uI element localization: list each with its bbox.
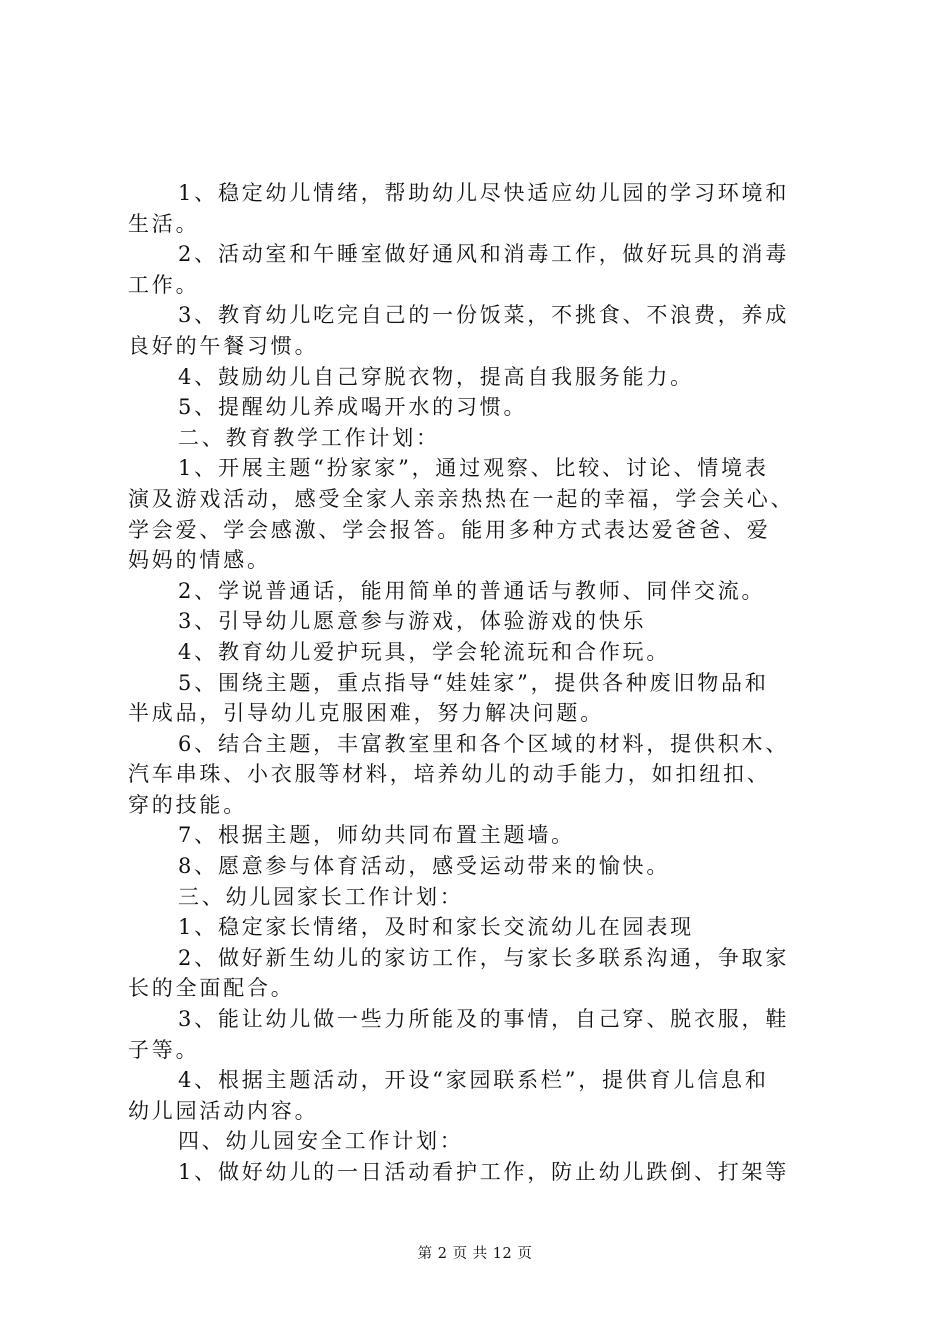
text-line: 良好的午餐习惯。 (128, 333, 319, 358)
text-line: 5、提醒幼儿养成喝开水的习惯。 (178, 395, 528, 420)
text-line: 2、做好新生幼儿的家访工作，与家长多联系沟通，争取家 (178, 945, 790, 970)
text-line: 幼儿园活动内容。 (128, 1098, 319, 1123)
text-line: 生活。 (128, 211, 200, 236)
text-line: 5、围绕主题，重点指导“娃娃家”，提供各种废旧物品和 (178, 670, 769, 695)
text-line: 3、能让幼儿做一些力所能及的事情，自己穿、脱衣服，鞋 (178, 1007, 790, 1032)
text-line: 妈妈的情感。 (128, 548, 271, 573)
section-heading: 二、教育教学工作计划： (178, 425, 440, 450)
text-line: 长的全面配合。 (128, 976, 295, 1001)
text-line: 3、引导幼儿愿意参与游戏，体验游戏的快乐 (178, 609, 647, 634)
section-heading: 三、幼儿园家长工作计划： (178, 884, 464, 909)
text-line: 4、根据主题活动，开设“家园联系栏”，提供育儿信息和 (178, 1068, 769, 1093)
text-line: 半成品，引导幼儿克服困难，努力解决问题。 (128, 701, 604, 726)
text-line: 穿的技能。 (128, 792, 247, 817)
text-line: 8、愿意参与体育活动，感受运动带来的愉快。 (178, 854, 671, 879)
page-number-footer: 第 2 页 共 12 页 (417, 1246, 533, 1262)
text-line: 2、活动室和午睡室做好通风和消毒工作，做好玩具的消毒 (178, 242, 790, 267)
text-line: 工作。 (128, 272, 200, 297)
text-line: 4、教育幼儿爱护玩具，学会轮流玩和合作玩。 (178, 639, 671, 664)
section-heading: 四、幼儿园安全工作计划： (178, 1129, 464, 1154)
text-line: 演及游戏活动，感受全家人亲亲热热在一起的幸福，学会关心、 (128, 486, 795, 511)
text-line: 1、稳定家长情绪，及时和家长交流幼儿在园表现 (178, 915, 694, 940)
text-line: 1、稳定幼儿情绪，帮助幼儿尽快适应幼儿园的学习环境和 (178, 181, 790, 205)
text-line: 3、教育幼儿吃完自己的一份饭菜，不挑食、不浪费，养成 (178, 303, 790, 328)
document-body (128, 178, 832, 1188)
text-line: 4、鼓励幼儿自己穿脱衣物，提高自我服务能力。 (178, 364, 694, 389)
text-line: 1、做好幼儿的一日活动看护工作，防止幼儿跌倒、打架等 (178, 1160, 790, 1184)
text-line: 学会爱、学会感激、学会报答。能用多种方式表达爱爸爸、爱 (128, 517, 771, 542)
text-line: 7、根据主题，师幼共同布置主题墙。 (178, 823, 575, 848)
text-line: 子等。 (128, 1037, 200, 1062)
text-line: 1、开展主题“扮家家”，通过观察、比较、讨论、情境表 (178, 456, 769, 481)
text-line: 6、结合主题，丰富教室里和各个区域的材料，提供积木、 (178, 731, 790, 756)
text-line: 汽车串珠、小衣服等材料，培养幼儿的动手能力，如扣纽扣、 (128, 762, 771, 787)
text-line: 2、学说普通话，能用简单的普通话与教师、同伴交流。 (178, 578, 766, 603)
